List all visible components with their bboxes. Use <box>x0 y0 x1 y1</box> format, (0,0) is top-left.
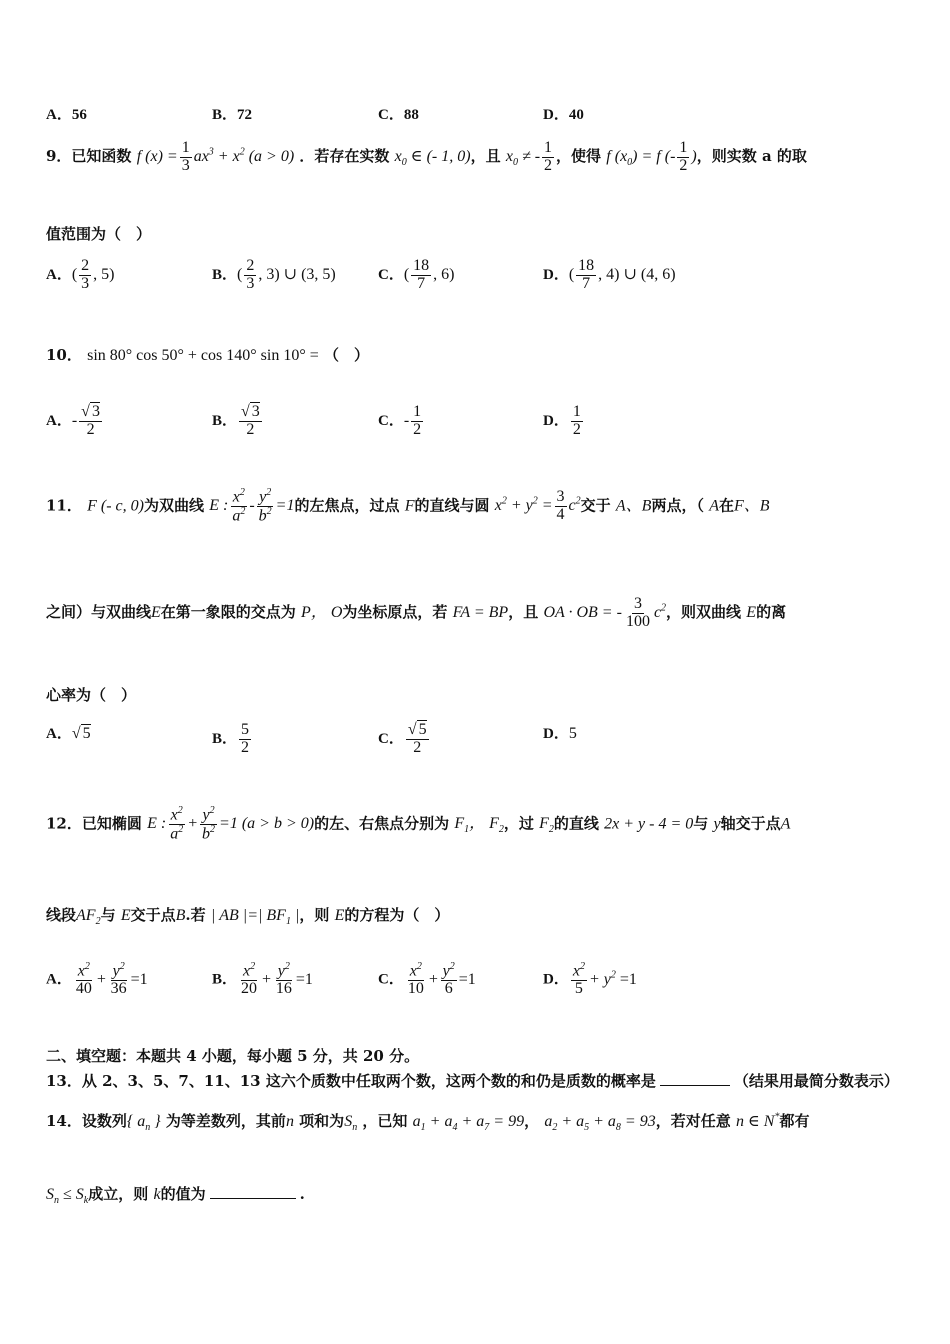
q8-option-d: D．40 <box>543 107 584 123</box>
q9-option-c: C．( $\frac{18}{7}$ , 6) <box>378 257 455 292</box>
question-13: 13．从 2、3、5、7、11、13 这六个质数中任取两个数，这两个数的和仍是质数的概率是 （结果用最简分数表示） <box>46 1072 899 1090</box>
question-11: 11． F (- c, 0)为双曲线 E : $\frac{x^2}{a^2}$ - $\frac{y^2}{b^2}$ =1的左焦点，过点 F的直线与圆 $x^2 + y^2$ = $\frac{3}{4}$ $c^2$交于 A、B两点，（ A在F、B <box>46 487 770 525</box>
question-11-cont2: 心率为（ ） <box>46 686 137 704</box>
question-9: 9．已知函数 f (x) = $\frac{1}{3}$ $ax^3 + x^2$ (a > 0) ．若存在实数 $x_0$ ∈ (- 1, 0)，且 $x_0$ ≠ - $\frac{1}{2}$ ，使得 f $(x_0) = f$ (- $\frac{1}{2}$ )，则实数 a 的取 <box>46 139 807 174</box>
section-2-heading: 二、填空题：本题共 4 小题，每小题 5 分，共 20 分。 <box>46 1047 420 1065</box>
q8-option-a: A．56 <box>46 107 87 123</box>
q12-option-d: D． $\frac{x^2}{5}$ + $y^2 =1$ <box>543 961 637 998</box>
q12-option-a: A． $\frac{x^2}{40}$ + $\frac{y^2}{36}$ =1 <box>46 961 148 998</box>
q10-option-a: A．- $\frac{√ 3}{2}$ <box>46 403 100 438</box>
q8-option-c: C．88 <box>378 107 419 123</box>
q10-option-d: D． $\frac{1}{2}$ <box>543 403 581 438</box>
question-14: 14．设数列{ $a_n$ } 为等差数列，其前n 项和为$S_n$ ，已知 $a_1 + a_4 + a_7 = 99$， $a_2 + a_5 + a_8 = 93$，若对任意 n ∈ N*都有 <box>46 1111 810 1134</box>
q9-option-d: D．( $\frac{18}{7}$ , 4) ∪ (4, 6) <box>543 257 676 292</box>
q11-option-c: C． $\frac{√ 5}{2}$ <box>378 721 427 756</box>
q9-option-b: B．( $\frac{2}{3}$ , 3) ∪ (3, 5) <box>212 257 336 292</box>
q8-option-b: B．72 <box>212 107 253 123</box>
question-12: 12．已知椭圆 E : $\frac{x^2}{a^2}$ + $\frac{y^2}{b^2}$ =1 (a > b > 0)的左、右焦点分别为 $F_1$， $F_2$，过 $F_2$的直线 2x + y - 4 = 0与 y轴交于点A <box>46 805 791 843</box>
answer-blank-13 <box>660 1085 730 1086</box>
q9-option-a: A．( $\frac{2}{3}$ , 5) <box>46 257 115 292</box>
question-11-cont: 之间）与双曲线E在第一象限的交点为 P， O为坐标原点，若 FA = BP，且 OA · OB = - $\frac{3}{100}$ $c^2$，则双曲线 E的离 <box>46 595 787 630</box>
q10-option-b: B． $\frac{√ 3}{2}$ <box>212 403 260 438</box>
question-9-cont: 值范围为（ ） <box>46 225 152 243</box>
answer-blank-14 <box>210 1198 296 1199</box>
question-14-cont: $S_n \le S_k$成立，则 k的值为 . <box>46 1185 305 1207</box>
q11-option-d: D．5 <box>543 725 577 742</box>
q11-option-a: A．√ 5 <box>46 725 91 742</box>
q10-option-c: C．- $\frac{1}{2}$ <box>378 403 422 438</box>
q11-option-b: B． $\frac{5}{2}$ <box>212 721 250 756</box>
q12-option-c: C． $\frac{x^2}{10}$ + $\frac{y^2}{6}$ =1 <box>378 961 476 998</box>
question-12-cont: 线段$AF_2$与 E交于点B.若 | AB |=| $BF_1$ |，则 E的方程为（ ） <box>46 906 450 928</box>
q12-option-b: B． $\frac{x^2}{20}$ + $\frac{y^2}{16}$ =1 <box>212 961 313 998</box>
question-10: 10． sin 80° cos 50° + cos 140° sin 10° = （ ） <box>46 346 369 364</box>
